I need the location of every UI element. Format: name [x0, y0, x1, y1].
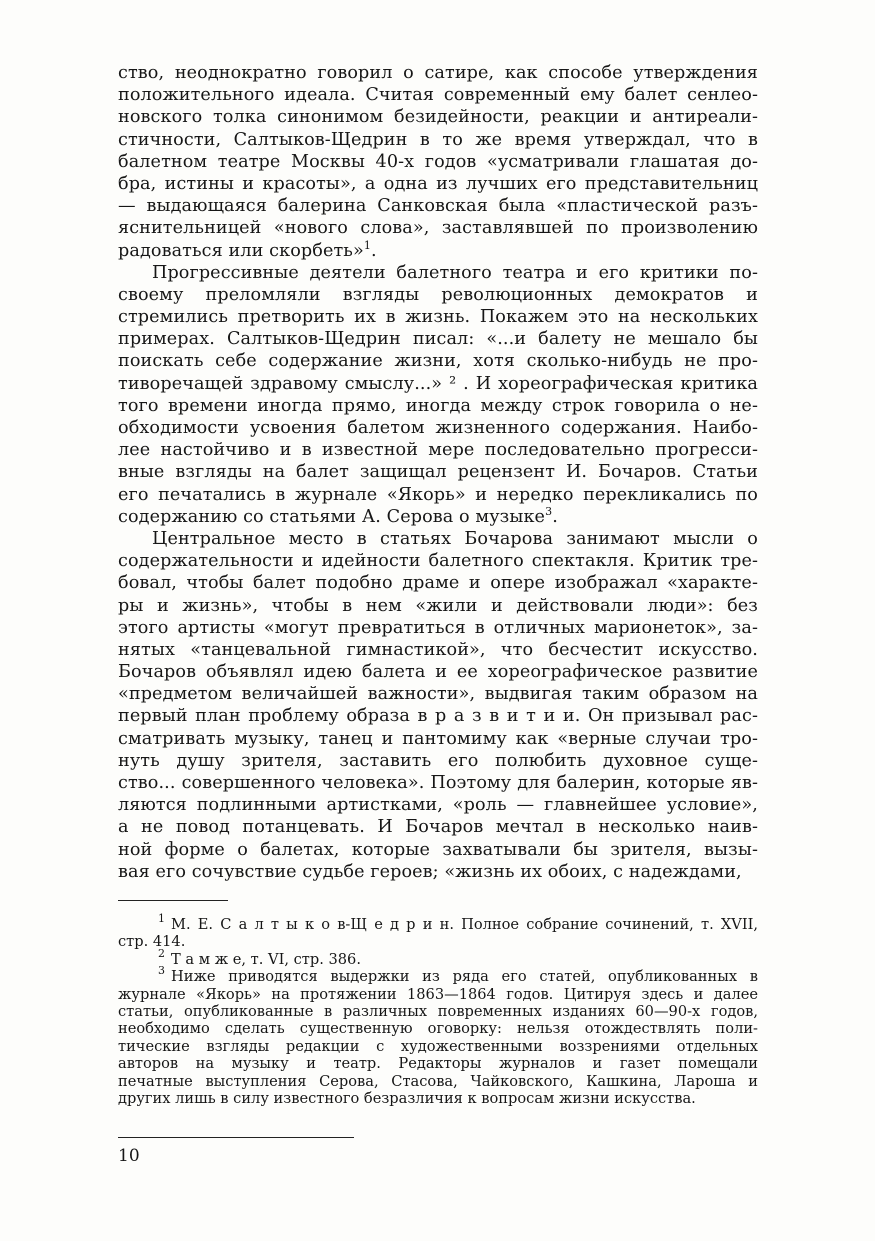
text-line	[118, 417, 758, 439]
text-line-content: стремились претворить их в жизнь. Покажем это на нескольких	[118, 307, 758, 328]
footnote-line-content: Ниже приводятся выдержки из ряда его статей, опубликованных в	[171, 968, 758, 986]
text-line	[118, 62, 758, 84]
text-line-content: лее настойчиво и в известной мере последовательно прогресси-	[118, 440, 758, 461]
paragraph	[118, 528, 758, 883]
text-line-content: поискать себе содержание жизни, хотя сколько-нибудь не про-	[118, 351, 758, 372]
page-body	[118, 62, 758, 883]
footnote-line-content: статьи, опубликованные в различных повременных изданиях 60—90-х годов,	[118, 1002, 758, 1020]
text-line-content: ной форме о балетах, которые захватывали бы зрителя, вызы-	[118, 839, 758, 860]
text-line-content: вные взгляды на балет защищал рецензент И. Бочаров. Статьи	[118, 462, 758, 483]
text-line-content: — выдающаяся балерина Санковская была «пластической разъ-	[118, 196, 758, 217]
footnote-1	[118, 912, 758, 951]
text-line-content: сматривать музыку, танец и пантомиму как «верные случаи тро-	[118, 728, 758, 749]
footnote-line-content: других лишь в силу известного безразличия к вопросам жизни искусства.	[118, 1089, 696, 1107]
text-line-content: тиворечащей здравому смыслу...» ² . И хореографическая критика	[118, 373, 758, 394]
text-line-content: своему преломляли взгляды революционных демократов и	[118, 284, 758, 305]
text-line	[118, 129, 758, 151]
text-line	[118, 728, 758, 750]
text-line	[118, 839, 758, 861]
text-line	[118, 262, 758, 284]
text-line	[118, 328, 758, 350]
text-line-content: нуть душу зрителя, заставить его полюбить духовное суще-	[118, 750, 758, 771]
text-line	[118, 861, 758, 883]
text-line-content: балетном театре Москвы 40-х годов «усматривали глашатая до-	[118, 151, 758, 172]
text-line-content: нятых «танцевальной гимнастикой», что бесчестит искусство.	[118, 639, 758, 660]
footnote-line-content: М. Е. С а л т ы к о в-Щ е д р и н. Полное собрание сочинений, т. XVII,	[171, 916, 758, 933]
text-line	[118, 572, 758, 594]
text-line	[118, 217, 758, 239]
text-line-content: содержательности и идейности балетного спектакля. Критик тре-	[118, 551, 758, 572]
text-line	[118, 816, 758, 838]
footnote-line	[118, 912, 758, 933]
footnote-line-content: тические взгляды редакции с художественными воззрениями отдельных	[118, 1037, 758, 1055]
footnote-reference[interactable]: 3	[545, 504, 553, 518]
text-line-content: примерах. Салтыков-Щедрин писал: «...и балету не мешало бы	[118, 329, 758, 350]
text-line	[118, 195, 758, 217]
footnote-number: 2	[158, 946, 165, 960]
main-text	[118, 62, 758, 883]
text-line	[118, 373, 758, 395]
text-line	[118, 484, 758, 506]
text-line	[118, 506, 758, 528]
text-line-content: первый план проблему образа в р а з в и т и и. Он призывал рас-	[118, 706, 758, 727]
footnote-line	[118, 933, 758, 950]
text-line	[118, 750, 758, 772]
text-line-content: радоваться или скорбеть»	[118, 240, 364, 261]
footnote-line-content: печатные выступления Серова, Стасова, Чайковского, Кашкина, Лароша и	[118, 1072, 758, 1090]
footnote-divider	[118, 900, 228, 901]
paragraph	[118, 262, 758, 528]
footnote-reference[interactable]: 1	[363, 238, 371, 252]
footnote-line	[118, 946, 758, 968]
text-line-content: обходимости усвоения балетом жизненного содержания. Наибо-	[118, 418, 758, 438]
text-line	[118, 595, 758, 617]
text-line-content: содержанию со статьями А. Серова о музыке	[118, 506, 546, 527]
text-line-content: того времени иногда прямо, иногда между строк говорила о не-	[118, 395, 758, 416]
text-line-content: его печатались в журнале «Якорь» и нередко перекликались по	[118, 484, 758, 505]
footnote-line	[118, 964, 758, 986]
text-line	[118, 439, 758, 461]
text-line-content: ство... совершенного человека». Поэтому для балерин, которые яв-	[118, 773, 758, 793]
text-line-content: ляются подлинными артистками, «роль — главнейшее условие»,	[118, 795, 758, 816]
text-line-content: бра, истины и красоты», а одна из лучших его представительниц	[118, 173, 758, 194]
text-line-content: Центральное место в статьях Бочарова занимают мысли о	[152, 528, 758, 549]
footnote-line	[118, 1073, 758, 1090]
footnote-line-content: авторов на музыку и театр. Редакторы журналов и газет помещали	[118, 1055, 758, 1073]
text-line-content: новского толка синонимом безидейности, реакции и антиреали-	[118, 107, 758, 128]
text-line	[118, 661, 758, 683]
footnote-number: 1	[158, 912, 165, 925]
text-line-content: этого артисты «могут превратиться в отличных марионеток», за-	[118, 617, 758, 638]
text-line-content: яснительницей «нового слова», заставлявшей по произволению	[118, 218, 758, 239]
text-line	[118, 550, 758, 572]
page-number: 10	[118, 1146, 140, 1166]
footnotes	[118, 912, 758, 1107]
paragraph-end: .	[552, 506, 558, 527]
footnote-line-content: стр. 414.	[118, 933, 186, 951]
text-line-content: стичности, Салтыков-Щедрин в то же время утверждал, что в	[118, 129, 758, 150]
text-line-content: вая его сочувствие судьбе героев; «жизнь их обоих, с надеждами,	[118, 861, 742, 882]
text-line	[118, 106, 758, 128]
text-line	[118, 639, 758, 661]
text-line	[118, 461, 758, 483]
text-line	[118, 617, 758, 639]
text-line	[118, 350, 758, 372]
text-line-content: Прогрессивные деятели балетного театра и его критики по-	[152, 262, 758, 283]
text-line	[118, 306, 758, 328]
text-line-content: положительного идеала. Считая современный ему балет сенлео-	[118, 85, 758, 106]
text-line-content: бовал, чтобы балет подобно драме и опере изображал «характе-	[118, 573, 758, 594]
text-line-content: а не повод потанцевать. И Бочаров мечтал в несколько наив-	[118, 817, 758, 838]
text-line-content: ры и жизнь», чтобы в нем «жили и действовали люди»: без	[118, 595, 758, 616]
text-line-content: «предметом величайшей важности», выдвигая таким образом на	[118, 684, 758, 705]
text-line	[118, 528, 758, 550]
text-line-content: ство, неоднократно говорил о сатире, как способе утверждения	[118, 63, 758, 83]
footnote-3	[118, 964, 758, 1107]
text-line	[118, 794, 758, 816]
footnote-line	[118, 1038, 758, 1055]
text-line	[118, 683, 758, 705]
footnote-line	[118, 1003, 758, 1020]
text-line-content: Бочаров объявлял идею балета и ее хореографическое развитие	[118, 662, 758, 683]
footnote-line	[118, 1020, 758, 1037]
footnote-line	[118, 1055, 758, 1072]
footnote-line-content: Т а м ж е, т. VI, стр. 386.	[171, 950, 361, 968]
text-line	[118, 240, 758, 262]
page-bottom-rule	[118, 1137, 354, 1138]
text-line	[118, 395, 758, 417]
text-line	[118, 173, 758, 195]
text-line	[118, 284, 758, 306]
text-line	[118, 84, 758, 106]
text-line	[118, 705, 758, 727]
footnote-line	[118, 1090, 758, 1107]
text-line	[118, 772, 758, 794]
footnote-2	[118, 946, 758, 968]
text-line	[118, 151, 758, 173]
footnote-line	[118, 986, 758, 1003]
paragraph	[118, 62, 758, 262]
footnote-number: 3	[158, 964, 165, 978]
paragraph-end: .	[370, 240, 377, 261]
footnote-line-content: журнале «Якорь» на протяжении 1863—1864 годов. Цитируя здесь и далее	[118, 985, 758, 1003]
footnote-line-content: необходимо сделать существенную оговорку: нельзя отождествлять поли-	[118, 1020, 758, 1038]
